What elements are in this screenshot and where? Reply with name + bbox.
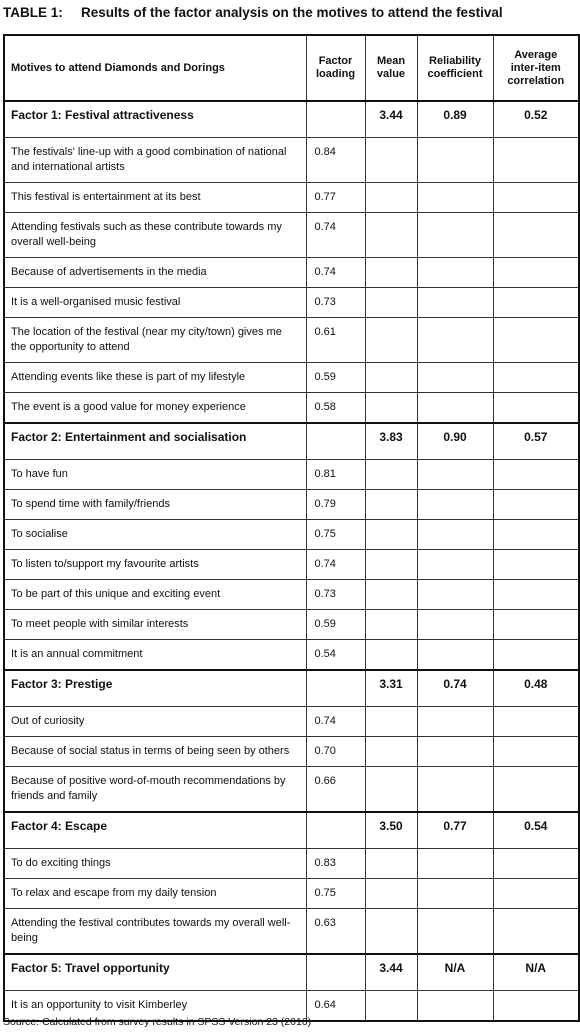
empty-cell (417, 767, 493, 813)
source-note: Source: Calculated from survey results in SPSS Version 23 (2016) (3, 1016, 312, 1028)
factor-analysis-table (3, 34, 580, 1022)
motive-text: Attending events like these is part of my lifestyle (4, 363, 306, 393)
factor-mean: 3.50 (365, 812, 417, 849)
factor-name: Factor 3: Prestige (4, 670, 306, 707)
factor-loading-empty (306, 423, 365, 460)
factor-loading-value: 0.64 (306, 991, 365, 1022)
empty-cell (417, 318, 493, 363)
motive-text: The location of the festival (near my city/town) gives me the opportunity to attend (4, 318, 306, 363)
factor-loading-value: 0.79 (306, 490, 365, 520)
factor-loading-value: 0.70 (306, 737, 365, 767)
empty-cell (417, 909, 493, 955)
factor-loading-value: 0.73 (306, 580, 365, 610)
empty-cell (365, 610, 417, 640)
factor-name: Factor 5: Travel opportunity (4, 954, 306, 991)
motive-text: This festival is entertainment at its best (4, 183, 306, 213)
empty-cell (417, 991, 493, 1022)
empty-cell (417, 849, 493, 879)
empty-cell (493, 767, 579, 813)
factor-reliability: 0.89 (417, 101, 493, 138)
table-row (4, 879, 579, 909)
table-row (4, 258, 579, 288)
empty-cell (365, 318, 417, 363)
empty-cell (493, 138, 579, 183)
empty-cell (417, 138, 493, 183)
empty-cell (365, 767, 417, 813)
empty-cell (417, 460, 493, 490)
factor-correlation: 0.52 (493, 101, 579, 138)
motive-text: The event is a good value for money experience (4, 393, 306, 424)
empty-cell (417, 550, 493, 580)
motive-text: Attending festivals such as these contribute towards my overall well-being (4, 213, 306, 258)
factor-loading-value: 0.74 (306, 258, 365, 288)
table-row (4, 737, 579, 767)
factor-loading-value: 0.77 (306, 183, 365, 213)
factor-reliability: 0.74 (417, 670, 493, 707)
empty-cell (417, 288, 493, 318)
motive-text: Because of advertisements in the media (4, 258, 306, 288)
motive-text: Attending the festival contributes towards my overall well-being (4, 909, 306, 955)
empty-cell (417, 183, 493, 213)
empty-cell (417, 213, 493, 258)
table-caption (3, 4, 579, 22)
empty-cell (365, 363, 417, 393)
table-row (4, 318, 579, 363)
table-label: TABLE 1: (3, 5, 63, 20)
empty-cell (365, 879, 417, 909)
factor-row (4, 954, 579, 991)
empty-cell (493, 879, 579, 909)
header-mean-value: Mean value (365, 35, 417, 101)
table-row (4, 138, 579, 183)
table-row (4, 393, 579, 424)
empty-cell (365, 460, 417, 490)
factor-mean: 3.44 (365, 954, 417, 991)
empty-cell (417, 520, 493, 550)
empty-cell (493, 288, 579, 318)
factor-loading-value: 0.63 (306, 909, 365, 955)
empty-cell (365, 258, 417, 288)
factor-loading-value: 0.54 (306, 640, 365, 671)
table-row (4, 580, 579, 610)
table-title: Results of the factor analysis on the motives to attend the festival (81, 5, 503, 20)
table-row (4, 183, 579, 213)
empty-cell (493, 737, 579, 767)
factor-row (4, 101, 579, 138)
factor-loading-value: 0.58 (306, 393, 365, 424)
header-reliability: Reliability coefficient (417, 35, 493, 101)
motive-text: Out of curiosity (4, 707, 306, 737)
empty-cell (365, 849, 417, 879)
factor-loading-value: 0.74 (306, 550, 365, 580)
empty-cell (493, 393, 579, 424)
header-inter-item-correlation: Average inter-item correlation (493, 35, 579, 101)
table-row (4, 640, 579, 671)
empty-cell (493, 991, 579, 1022)
table-row (4, 363, 579, 393)
factor-mean: 3.31 (365, 670, 417, 707)
empty-cell (417, 363, 493, 393)
factor-loading-value: 0.84 (306, 138, 365, 183)
empty-cell (417, 879, 493, 909)
motive-text: Because of positive word-of-mouth recommendations by friends and family (4, 767, 306, 813)
empty-cell (417, 258, 493, 288)
empty-cell (417, 640, 493, 671)
table-row (4, 490, 579, 520)
motive-text: It is an opportunity to visit Kimberley (4, 991, 306, 1022)
factor-correlation: 0.54 (493, 812, 579, 849)
factor-loading-value: 0.61 (306, 318, 365, 363)
empty-cell (493, 580, 579, 610)
empty-cell (493, 640, 579, 671)
factor-reliability: 0.77 (417, 812, 493, 849)
empty-cell (365, 737, 417, 767)
factor-reliability: N/A (417, 954, 493, 991)
empty-cell (493, 363, 579, 393)
header-row (4, 35, 579, 101)
factor-correlation: 0.48 (493, 670, 579, 707)
factor-loading-value: 0.81 (306, 460, 365, 490)
empty-cell (493, 213, 579, 258)
empty-cell (365, 909, 417, 955)
motive-text: To do exciting things (4, 849, 306, 879)
empty-cell (417, 610, 493, 640)
empty-cell (365, 490, 417, 520)
empty-cell (365, 640, 417, 671)
empty-cell (493, 849, 579, 879)
factor-loading-value: 0.59 (306, 610, 365, 640)
empty-cell (493, 460, 579, 490)
empty-cell (417, 393, 493, 424)
table-row (4, 213, 579, 258)
motive-text: To socialise (4, 520, 306, 550)
factor-name: Factor 2: Entertainment and socialisation (4, 423, 306, 460)
factor-loading-value: 0.66 (306, 767, 365, 813)
motive-text: It is a well-organised music festival (4, 288, 306, 318)
empty-cell (493, 258, 579, 288)
factor-loading-value: 0.75 (306, 879, 365, 909)
factor-loading-empty (306, 670, 365, 707)
factor-name: Factor 4: Escape (4, 812, 306, 849)
empty-cell (417, 580, 493, 610)
factor-loading-value: 0.83 (306, 849, 365, 879)
empty-cell (417, 707, 493, 737)
motive-text: To relax and escape from my daily tension (4, 879, 306, 909)
factor-correlation: 0.57 (493, 423, 579, 460)
empty-cell (417, 737, 493, 767)
table-row (4, 909, 579, 955)
factor-correlation: N/A (493, 954, 579, 991)
motive-text: The festivals' line-up with a good combination of national and international artists (4, 138, 306, 183)
header-factor-loading: Factor loading (306, 35, 365, 101)
table-row (4, 707, 579, 737)
empty-cell (365, 183, 417, 213)
empty-cell (365, 580, 417, 610)
empty-cell (365, 520, 417, 550)
factor-loading-empty (306, 954, 365, 991)
empty-cell (493, 520, 579, 550)
empty-cell (365, 707, 417, 737)
table-row (4, 610, 579, 640)
table-row (4, 849, 579, 879)
empty-cell (365, 138, 417, 183)
factor-loading-value: 0.74 (306, 707, 365, 737)
empty-cell (493, 909, 579, 955)
factor-loading-empty (306, 812, 365, 849)
header-motives: Motives to attend Diamonds and Dorings (4, 35, 306, 101)
motive-text: Because of social status in terms of being seen by others (4, 737, 306, 767)
empty-cell (493, 610, 579, 640)
table-body (4, 101, 579, 1021)
empty-cell (493, 550, 579, 580)
factor-loading-value: 0.74 (306, 213, 365, 258)
empty-cell (365, 991, 417, 1022)
empty-cell (493, 183, 579, 213)
table-row (4, 550, 579, 580)
empty-cell (365, 288, 417, 318)
table-row (4, 460, 579, 490)
empty-cell (365, 550, 417, 580)
empty-cell (417, 490, 493, 520)
factor-name: Factor 1: Festival attractiveness (4, 101, 306, 138)
motive-text: To listen to/support my favourite artists (4, 550, 306, 580)
empty-cell (365, 393, 417, 424)
empty-cell (493, 707, 579, 737)
factor-mean: 3.83 (365, 423, 417, 460)
factor-row (4, 423, 579, 460)
factor-mean: 3.44 (365, 101, 417, 138)
empty-cell (365, 213, 417, 258)
empty-cell (493, 318, 579, 363)
table-row (4, 520, 579, 550)
motive-text: To spend time with family/friends (4, 490, 306, 520)
factor-loading-value: 0.73 (306, 288, 365, 318)
factor-loading-value: 0.75 (306, 520, 365, 550)
motive-text: To meet people with similar interests (4, 610, 306, 640)
factor-row (4, 670, 579, 707)
motive-text: To have fun (4, 460, 306, 490)
motive-text: To be part of this unique and exciting event (4, 580, 306, 610)
table-row (4, 767, 579, 813)
factor-reliability: 0.90 (417, 423, 493, 460)
factor-row (4, 812, 579, 849)
factor-loading-value: 0.59 (306, 363, 365, 393)
factor-loading-empty (306, 101, 365, 138)
empty-cell (493, 490, 579, 520)
table-row (4, 288, 579, 318)
motive-text: It is an annual commitment (4, 640, 306, 671)
